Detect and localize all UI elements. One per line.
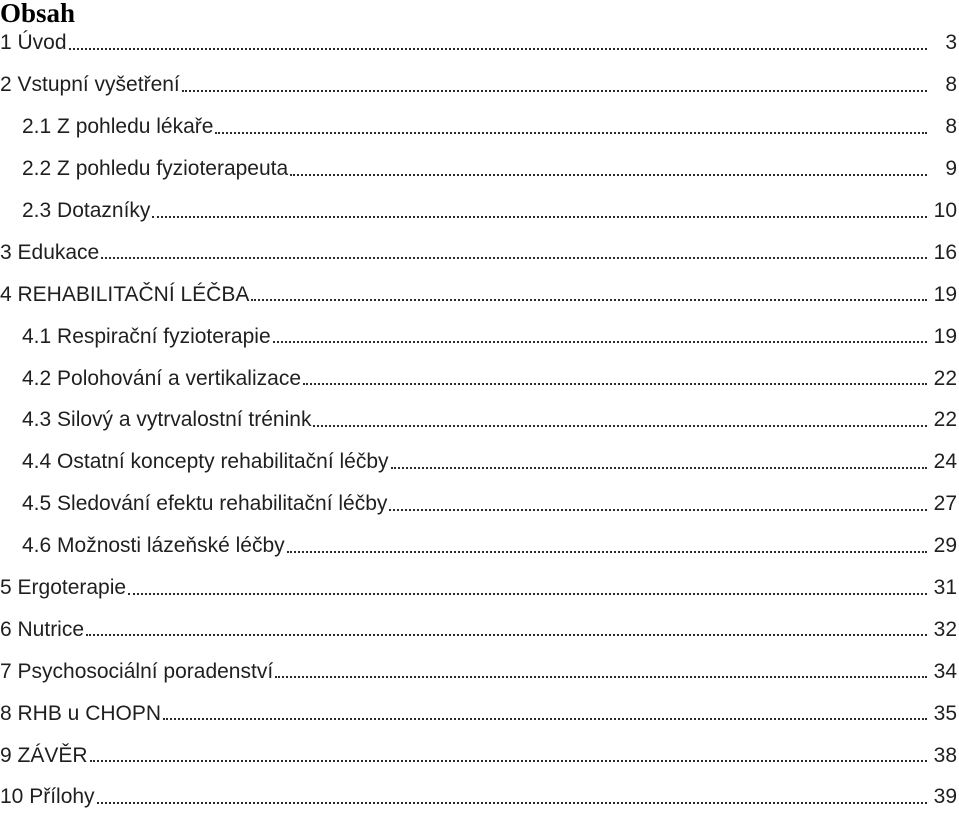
toc-entry-title: 2.2 Z pohledu fyzioterapeuta [22,157,289,181]
toc-entry[interactable] [0,525,959,567]
toc-leader-dots [273,341,927,343]
toc-entry-page: 27 [933,492,957,516]
toc-leader-dots [90,760,927,762]
toc-leader-dots [275,676,927,678]
toc-entry[interactable] [0,273,959,315]
toc-entry-title: 8 RHB u CHOPN [0,701,162,725]
toc-entry[interactable] [0,148,959,190]
toc-entry-title: 4.2 Polohování a vertikalizace [22,366,301,390]
toc-leader-dots [389,509,927,511]
toc-leader-dots [290,174,927,176]
toc-entry[interactable] [0,106,959,148]
toc-leader-dots [128,593,927,595]
toc-entry-title: 1 Úvod [0,31,67,55]
toc-leader-dots [251,299,927,301]
toc-entry-page: 19 [933,324,957,348]
toc-entry-title: 4.5 Sledování efektu rehabilitační léčby [22,492,388,516]
toc-leader-dots [97,802,927,804]
toc-entry-title: 4.1 Respirační fyzioterapie [22,324,271,348]
toc-entry-page: 22 [933,366,957,390]
toc-entry-title: 2.3 Dotazníky [22,199,151,222]
toc-entry-page: 8 [945,73,957,97]
toc-entry[interactable] [0,650,959,692]
toc-leader-dots [391,467,927,469]
toc-entry[interactable] [0,483,959,525]
toc-entry[interactable] [0,441,959,483]
toc-entry-page: 22 [933,408,957,432]
toc-entry-title: 4 REHABILITAČNÍ LÉČBA [0,282,250,306]
toc-entry-page: 38 [933,743,957,767]
toc-entry-page: 34 [933,659,957,683]
toc-leader-dots [152,216,927,218]
toc-entry[interactable] [0,776,959,818]
toc-entry-page: 35 [933,701,957,725]
toc-entry-title: 4.4 Ostatní koncepty rehabilitační léčby [22,450,389,474]
toc-entry-page: 10 [933,199,957,222]
toc-entry-page: 39 [933,785,957,809]
toc-leader-dots [313,425,927,427]
toc-leader-dots [101,257,927,259]
toc-entry[interactable] [0,231,959,273]
toc-entry-title: 4.3 Silový a vytrvalostní trénink [22,408,312,432]
toc-leader-dots [69,48,927,50]
toc-entry-title: 2.1 Z pohledu lékaře [22,115,214,139]
toc-entry[interactable] [0,734,959,776]
toc-entry-title: 7 Psychosociální poradenství [0,659,274,683]
toc-entry[interactable] [0,22,959,64]
toc-entry[interactable] [0,315,959,357]
toc-entry-page: 8 [945,115,957,139]
toc-entry[interactable] [0,567,959,609]
toc-leader-dots [215,132,927,134]
toc-entry[interactable] [0,692,959,734]
toc-entry-title: 2 Vstupní vyšetření [0,73,180,97]
toc-heading: Obsah [0,0,76,28]
toc-entry-page: 3 [945,31,957,55]
toc-entry-page: 19 [933,282,957,306]
toc-entry[interactable] [0,608,959,650]
table-of-contents [0,22,959,818]
toc-entry[interactable] [0,64,959,106]
toc-entry[interactable] [0,399,959,441]
toc-leader-dots [303,383,927,385]
toc-leader-dots [163,718,927,720]
toc-entry[interactable] [0,190,959,232]
toc-leader-dots [86,634,927,636]
toc-entry-page: 29 [933,534,957,558]
toc-entry-page: 24 [933,450,957,474]
toc-entry-page: 9 [945,157,957,181]
toc-leader-dots [182,90,927,92]
toc-entry-page: 31 [933,576,957,600]
toc-leader-dots [287,551,927,553]
toc-entry-page: 32 [933,617,957,641]
toc-entry-title: 4.6 Možnosti lázeňské léčby [22,534,285,558]
toc-entry-title: 6 Nutrice [0,617,85,641]
toc-entry[interactable] [0,357,959,399]
toc-entry-title: 10 Přílohy [0,785,95,809]
toc-entry-title: 9 ZÁVĚR [0,743,88,767]
toc-entry-title: 5 Ergoterapie [0,576,127,600]
toc-entry-title: 3 Edukace [0,240,100,264]
toc-entry-page: 16 [933,240,957,264]
